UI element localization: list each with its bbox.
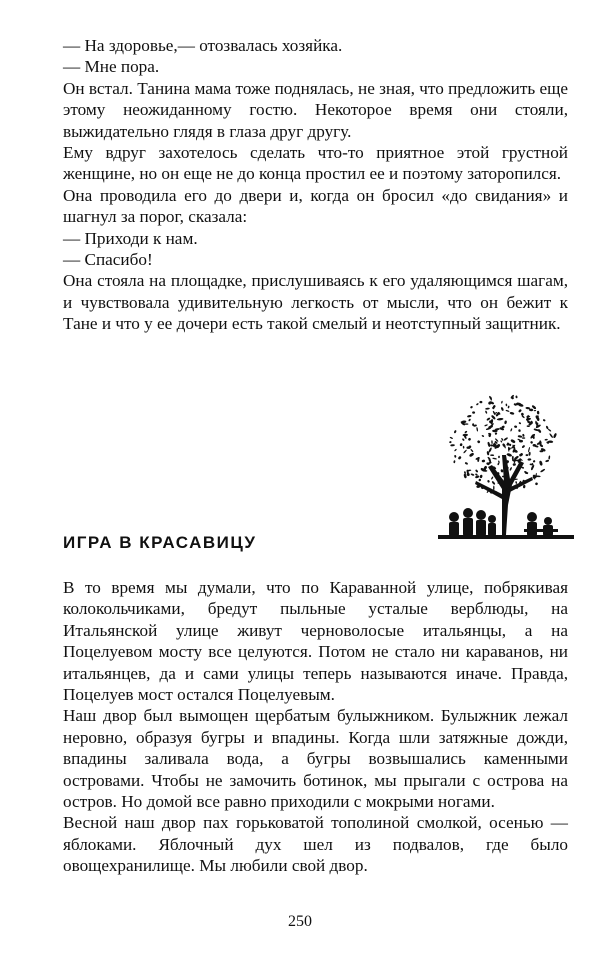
- leaf-mark: [515, 481, 517, 484]
- leaf-mark: [470, 406, 473, 409]
- leaf-mark: [549, 433, 553, 438]
- leaf-mark: [453, 460, 455, 463]
- paragraph: Наш двор был вымощен щербатым булыжником. Булыжник лежал неровно, образуя бугры и впадины. Когда шли затяжные дожди, впадины заливала вода, а бугры возвышались каменными островами. Чтобы не замочить ботинок, мы прыгали с острова на остров. Но домой все равно приходили с мокрыми ногами.: [63, 706, 568, 812]
- leaf-mark: [463, 449, 467, 453]
- leaf-mark: [470, 449, 474, 453]
- leaf-mark: [518, 422, 521, 425]
- leaf-mark: [463, 473, 467, 478]
- leaf-mark: [491, 481, 495, 486]
- leaf-mark: [475, 473, 478, 476]
- paragraph: — Спасибо!: [63, 250, 153, 270]
- leaf-mark: [482, 459, 486, 462]
- leaf-mark: [520, 412, 524, 416]
- leaf-mark: [463, 434, 469, 437]
- leaf-mark: [468, 437, 472, 441]
- leaf-mark: [539, 460, 543, 466]
- leaf-mark: [500, 440, 503, 443]
- leaf-mark: [504, 420, 507, 424]
- leaf-mark: [522, 437, 525, 439]
- leaf-mark: [454, 430, 457, 434]
- paragraph: — Ha здоровье,— отозвалась хозяйка.: [63, 36, 343, 55]
- paragraph: Она проводила его до двери и, когда он бросил «до свидания» и шагнул за порог, сказала:: [63, 185, 568, 227]
- leaf-mark: [540, 468, 546, 472]
- leaf-mark: [476, 427, 478, 432]
- leaf-mark: [494, 432, 497, 435]
- leaf-mark: [472, 411, 475, 414]
- paragraph: Она стояла на площадке, прислушиваясь к его удаляющимся шагам, и чувствовала удивительную легкость от мысли, что он бежит к Тане и что у ее дочери есть такой смелый и неотступный защитник.: [63, 271, 568, 334]
- leaf-mark: [548, 455, 550, 459]
- leaf-mark: [521, 445, 525, 449]
- leaf-mark: [523, 485, 526, 489]
- page-number: 250: [288, 913, 312, 930]
- leaf-mark: [528, 447, 531, 453]
- leaf-mark: [464, 431, 467, 434]
- leaf-mark: [492, 457, 497, 459]
- leaf-mark: [465, 462, 469, 465]
- leaf-mark: [530, 441, 534, 445]
- leaf-mark: [477, 440, 481, 444]
- chapter-title: ИГРА В КРАСАВИЦУ: [63, 533, 257, 552]
- leaf-mark: [525, 454, 528, 456]
- leaf-mark: [510, 439, 516, 444]
- leaf-mark: [479, 474, 482, 478]
- leaf-mark: [548, 428, 552, 431]
- leaf-mark: [512, 459, 517, 461]
- leaf-mark: [449, 436, 453, 439]
- leaf-mark: [449, 441, 452, 443]
- leaf-mark: [515, 395, 517, 398]
- leaf-mark: [498, 456, 500, 459]
- leaf-mark: [469, 452, 475, 457]
- leaf-mark: [450, 444, 455, 446]
- leaf-mark: [534, 410, 537, 411]
- leaf-mark: [501, 407, 504, 412]
- leaf-mark: [537, 411, 540, 415]
- leaf-mark: [537, 429, 541, 434]
- leaf-mark: [544, 439, 547, 441]
- leaf-mark: [532, 460, 535, 463]
- paragraph: Ему вдруг захотелось сделать что-то приятное этой грустной женщине, но он еще не до конца простил ее и поэтому заторопился.: [63, 143, 568, 184]
- leaf-mark: [485, 410, 488, 414]
- leaf-mark: [507, 447, 511, 451]
- leaf-mark: [478, 479, 481, 482]
- top-text-block: [63, 35, 568, 335]
- leaf-mark: [481, 435, 484, 438]
- leaf-mark: [522, 434, 525, 437]
- leaf-mark: [513, 463, 517, 466]
- leaf-mark: [470, 473, 474, 476]
- leaf-mark: [509, 467, 512, 471]
- leaf-mark: [535, 482, 538, 485]
- leaf-mark: [543, 419, 546, 422]
- leaf-mark: [527, 458, 531, 461]
- leaf-mark: [528, 452, 530, 456]
- leaf-mark: [509, 412, 514, 416]
- leaf-mark: [487, 480, 490, 483]
- leaf-mark: [454, 449, 457, 452]
- leaf-mark: [468, 418, 471, 421]
- leaf-mark: [553, 433, 557, 439]
- leaf-mark: [514, 425, 517, 428]
- leaf-mark: [518, 409, 522, 413]
- leaf-mark: [493, 486, 494, 491]
- leaf-mark: [518, 429, 520, 432]
- paragraph: — Приходи к нам.: [63, 228, 198, 248]
- leaf-mark: [485, 407, 490, 409]
- leaf-mark: [545, 459, 549, 462]
- leaf-mark: [490, 454, 494, 456]
- bottom-text-block: [63, 577, 568, 877]
- leaf-mark: [487, 442, 491, 448]
- leaf-mark: [491, 415, 496, 420]
- tree-illustration-icon: [432, 385, 577, 555]
- leaf-mark: [476, 403, 479, 406]
- leaf-mark: [475, 475, 480, 479]
- leaf-mark: [462, 438, 465, 441]
- leaf-mark: [505, 410, 509, 413]
- leaf-mark: [463, 446, 465, 449]
- leaf-mark: [484, 424, 488, 427]
- leaf-mark: [510, 428, 512, 432]
- paragraph: — Мне пора.: [63, 57, 160, 77]
- leaf-mark: [479, 401, 482, 404]
- leaf-mark: [505, 403, 507, 406]
- leaf-mark: [491, 440, 493, 444]
- leaf-mark: [460, 443, 463, 446]
- leaf-mark: [501, 401, 503, 404]
- paragraph: Весной наш двор пах горьковатой тополиной смолкой, осенью — яблоками. Яблочный дух шел из подвалов, где было овощехранилище. Мы любили свой двор.: [63, 813, 568, 876]
- leaf-mark: [491, 476, 494, 480]
- leaf-mark: [458, 456, 462, 460]
- leaf-mark: [503, 437, 508, 441]
- leaf-mark: [507, 405, 509, 408]
- leaf-mark: [475, 469, 479, 473]
- leaf-mark: [518, 435, 523, 438]
- leaf-mark: [454, 455, 457, 458]
- paragraph: В то время мы думали, что по Караванной улице, побрякивая колокольчиками, бредут пыльные усталые верблюды, на Итальянской улице живут черноволосые итальянцы, а на Поцелуевом мосту все целуются. Потом не стало ни караванов, ни итальянцев, да и сами улицы теперь называются иначе. Правда, Поцелуев мост остался Поцелуевым.: [63, 578, 568, 705]
- leaf-mark: [467, 415, 472, 418]
- paragraph: Он встал. Танина мама тоже поднялась, не зная, что предложить еще этому неожиданному гостю. Некоторое время они стояли, выжидательно глядя в глаза друг другу.: [63, 78, 568, 141]
- leaf-mark: [492, 430, 498, 433]
